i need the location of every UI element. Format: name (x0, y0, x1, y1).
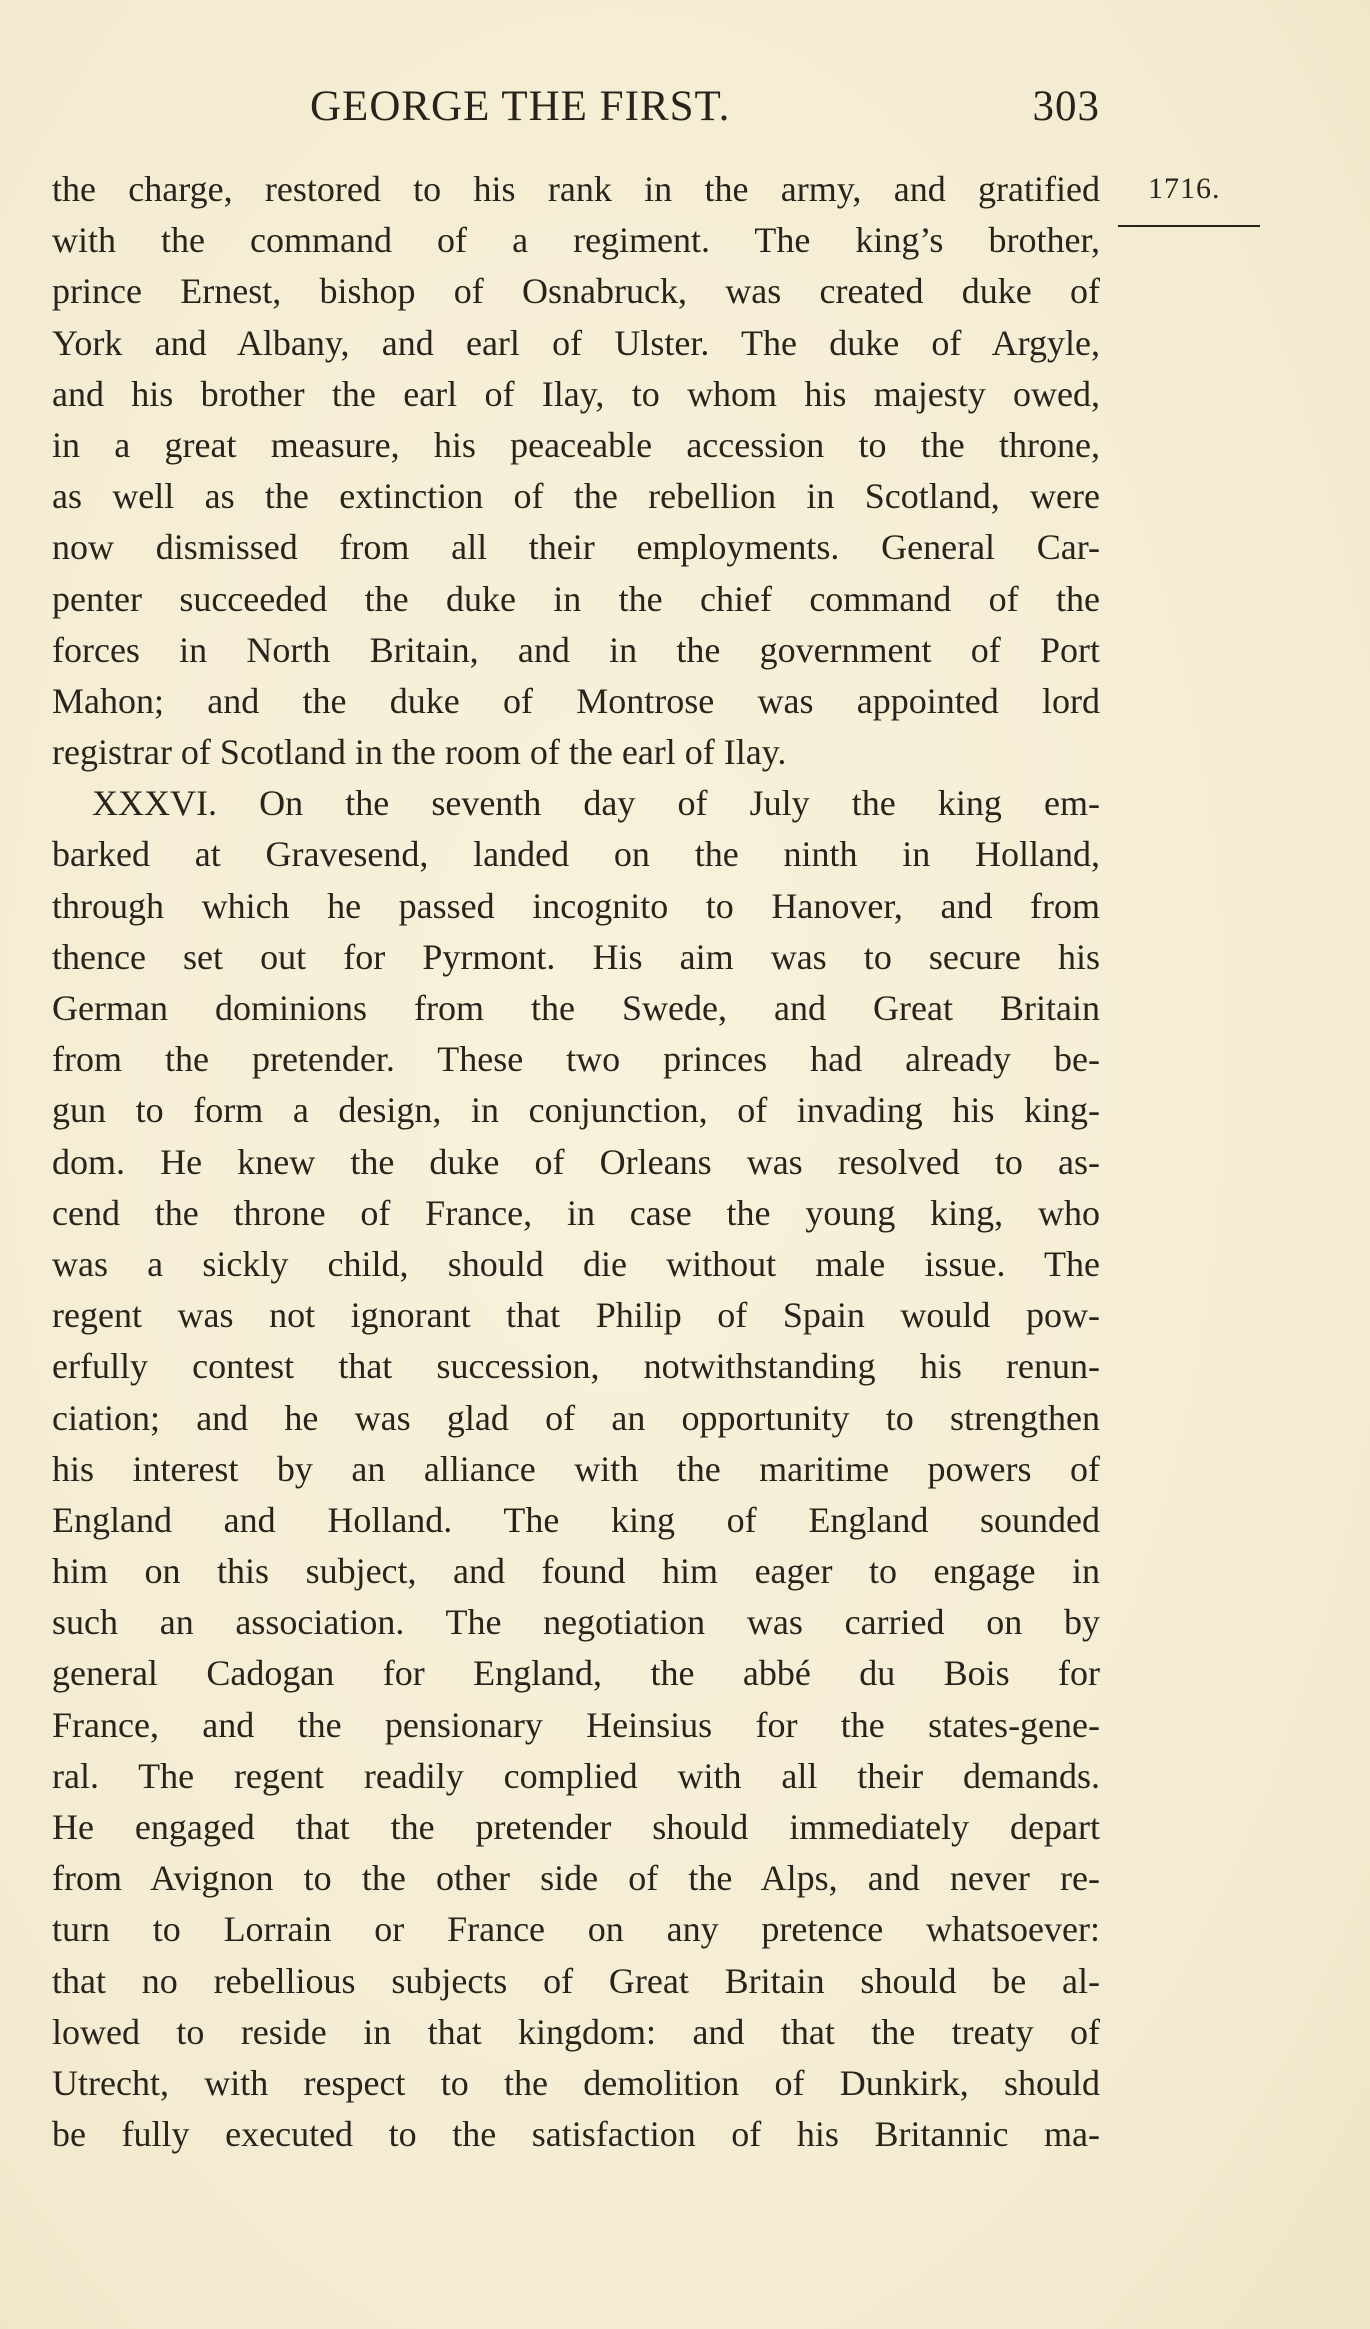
section-start-line: XXXVI. On the seventh day of July the king em- (92, 783, 1100, 824)
text-line: as well as the extinction of the rebellion in Scotland, were (52, 476, 1100, 517)
text-line: Utrecht, with respect to the demolition of Dunkirk, should (52, 2062, 1100, 2103)
page-number: 303 (1032, 83, 1100, 130)
text-line: from the pretender. These two princes had already be- (52, 1039, 1100, 1080)
text-line: his interest by an alliance with the maritime powers of (52, 1448, 1100, 1489)
text-line: German dominions from the Swede, and Great Britain (52, 988, 1100, 1028)
text-line: was a sickly child, should die without male issue. The (52, 1243, 1100, 1284)
running-title: GEORGE THE FIRST. (310, 83, 731, 130)
text-line: penter succeeded the duke in the chief command of the (52, 578, 1100, 619)
text-line: thence set out for Pyrmont. His aim was to secure his (52, 936, 1100, 977)
running-head (300, 82, 1100, 142)
text-line: erfully contest that succession, notwithstanding his renun- (52, 1346, 1100, 1387)
text-line: in a great measure, his peaceable accession to the throne, (52, 424, 1100, 465)
text-line: through which he passed incognito to Hanover, and from (52, 885, 1100, 926)
text-line: dom. He knew the duke of Orleans was resolved to as- (52, 1141, 1100, 1182)
text-line: lowed to reside in that kingdom: and that the treaty of (52, 2011, 1100, 2052)
body-text (52, 164, 1100, 2160)
text-line: with the command of a regiment. The king’s brother, (52, 220, 1100, 261)
text-line: York and Albany, and earl of Ulster. The duke of Argyle, (52, 322, 1100, 363)
text-line: barked at Gravesend, landed on the ninth in Holland, (52, 834, 1100, 875)
text-line: such an association. The negotiation was carried on by (52, 1602, 1100, 1643)
text-line: prince Ernest, bishop of Osnabruck, was created duke of (52, 271, 1100, 312)
text-line: be fully executed to the satisfaction of his Britannic ma- (52, 2114, 1100, 2155)
text-line: ral. The regent readily complied with all their demands. (52, 1755, 1100, 1796)
text-line: from Avignon to the other side of the Alps, and never re- (52, 1858, 1100, 1899)
text-line: the charge, restored to his rank in the army, and gratified (52, 169, 1100, 209)
text-line: gun to form a design, in conjunction, of invading his king- (52, 1090, 1100, 1131)
text-line: that no rebellious subjects of Great Britain should be al- (52, 1960, 1100, 2001)
margin-year-note: 1716. (1148, 172, 1221, 205)
text-line: He engaged that the pretender should immediately depart (52, 1807, 1100, 1847)
text-line: turn to Lorrain or France on any pretence whatsoever: (52, 1909, 1100, 1950)
text-line: regent was not ignorant that Philip of Spain would pow- (52, 1295, 1100, 1336)
margin-rule (1118, 225, 1260, 227)
text-line: registrar of Scotland in the room of the earl of Ilay. (52, 732, 787, 773)
text-line: England and Holland. The king of England sounded (52, 1499, 1100, 1540)
text-line: France, and the pensionary Heinsius for the states-gene- (52, 1704, 1100, 1745)
text-line: now dismissed from all their employments. General Car- (52, 527, 1100, 568)
text-line: cend the throne of France, in case the young king, who (52, 1192, 1100, 1233)
text-line: and his brother the earl of Ilay, to whom his majesty owed, (52, 373, 1100, 414)
text-line: general Cadogan for England, the abbé du Bois for (52, 1653, 1100, 1694)
text-line: ciation; and he was glad of an opportunity to strengthen (52, 1397, 1100, 1438)
text-line: Mahon; and the duke of Montrose was appointed lord (52, 680, 1100, 721)
text-line: him on this subject, and found him eager to engage in (52, 1551, 1100, 1592)
text-line: forces in North Britain, and in the government of Port (52, 629, 1100, 670)
